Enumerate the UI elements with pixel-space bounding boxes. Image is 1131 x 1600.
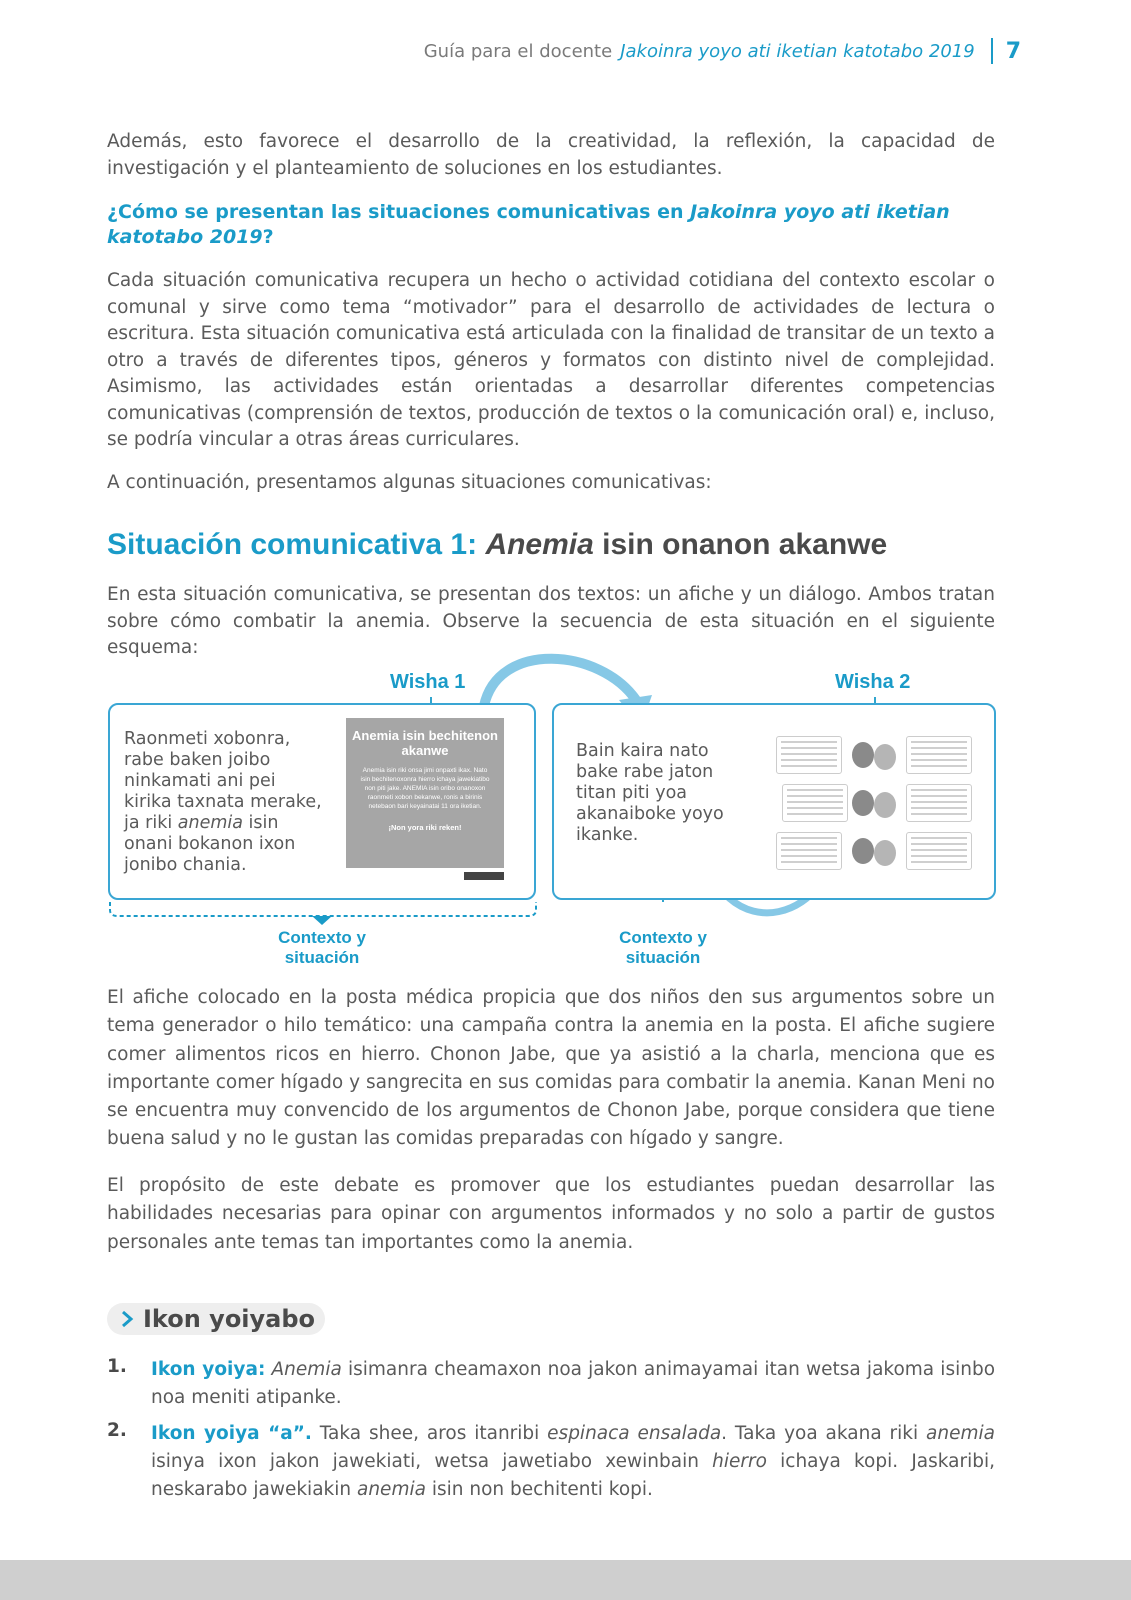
- context-label-1-line2: situación: [284, 948, 360, 967]
- context-bracket: [110, 902, 536, 916]
- paragraph-section: En esta situación comunicativa, se presentan dos textos: un afiche y un diálogo. Ambos tratan sobre cómo combatir la anemia. Observe la secuencia de esta situación en el siguiente esquema:: [107, 584, 995, 658]
- anemia-poster: [346, 718, 504, 868]
- box2-text: Bain kaira nato bake rabe jaton titan piti yoa akanaiboke yoyo ikanke.: [576, 741, 724, 845]
- dialogue-bubble: [906, 832, 972, 870]
- list-item-label: Ikon yoiya “a”.: [151, 1423, 312, 1444]
- list-item-number: 1.: [107, 1356, 127, 1377]
- context-label-2-line1: Contexto y: [619, 928, 707, 947]
- child-figure: [852, 838, 874, 864]
- section-title-lead: Situación comunicativa 1:: [107, 528, 486, 561]
- list-item: [151, 1420, 995, 1504]
- context-label-2-line2: situación: [625, 948, 701, 967]
- dialogue-bubble: [782, 784, 848, 822]
- paragraph-afiche: El afiche colocado en la posta médica propicia que dos niños den sus argumentos sobre un tema generador o hilo temático: una campaña contra la anemia en la posta. El afiche sugiere comer alimentos ricos en hierro. Chonon Jabe, que ya asistió a la charla, menciona que es importante comer hígado y sangrecita en sus comidas para combatir la anemia. Kanan Meni no se encuentra muy convencido de los argumentos de Chonon Jabe, porque considera que tiene buena salud y no le gustan las comidas preparadas con hígado y sangre.: [107, 987, 995, 1150]
- question-part2: ?: [262, 226, 274, 248]
- dialogue-bubble: [906, 736, 972, 774]
- header-book-title: Jakoinra yoyo ati iketian katotabo 2019: [620, 40, 975, 62]
- poster-footer: ¡Non yora riki reken!: [388, 823, 462, 832]
- poster-logo: [464, 872, 504, 880]
- curved-arrow-top: [484, 659, 636, 706]
- context-label-1-line1: Contexto y: [278, 928, 366, 947]
- intro-paragraph: Además, esto favorece el desarrollo de la creatividad, la reflexión, la capacidad de investigación y el planteamiento de soluciones en los estudiantes.: [107, 131, 995, 179]
- list-item: [151, 1356, 995, 1412]
- dialogue-bubble: [776, 832, 842, 870]
- page-footer-band: [0, 1560, 1131, 1600]
- list-item-number: 2.: [107, 1420, 127, 1441]
- paragraph-proposito: El propósito de este debate es promover que los estudiantes puedan desarrollar las habilidades necesarias para opinar con argumentos informados y no solo a partir de gustos personales ante temas tan importantes como la anemia.: [107, 1175, 995, 1253]
- box1-text-b: isin onani bokanon ixon jonibo chania.: [124, 813, 296, 875]
- ikon-section-title: Ikon yoiyabo: [143, 1305, 316, 1333]
- box1-text-italic: anemia: [177, 813, 243, 833]
- context-bracket-pointer: [312, 916, 332, 925]
- list-item-text: Taka shee, aros itanribi: [311, 1423, 548, 1444]
- poster-title: Anemia isin bechitenon akanwe: [352, 728, 498, 758]
- list-item-italic: espinaca ensalada: [547, 1423, 722, 1444]
- list-item-text: ichaya kopi. Jaskaribi, neskarabo jawekiakin: [151, 1451, 995, 1500]
- child-figure: [874, 840, 896, 866]
- section-title-italic: Anemia: [485, 528, 594, 561]
- list-item-text: isinya ixon jakon jawekiati, wetsa jawetiabo xewinbain: [151, 1451, 713, 1472]
- list-item-text: isin non bechitenti kopi.: [425, 1479, 653, 1500]
- context-label-1: [242, 928, 402, 968]
- box1-text-a: Raonmeti xobonra, rabe baken joibo ninkamati ani pei kirika taxnata merake, ja riki: [124, 729, 322, 833]
- paragraph-situation: Cada situación comunicativa recupera un hecho o actividad cotidiana del contexto escolar o comunal y sirve como tema “motivador” para el desarrollo de actividades de lectura o escritura. Esta situación comunicativa está articulada con la finalidad de transitar de un texto a otro a través de diferentes tipos, géneros y formatos con distinto nivel de complejidad. Asimismo, las actividades están orientadas a desarrollar diferentes competencias comunicativas (comprensión de textos, producción de textos o la comunicación oral) e, incluso, se podría vincular a otras áreas curriculares.: [107, 270, 995, 450]
- paragraph-continuacion: A continuación, presentamos algunas situaciones comunicativas:: [107, 472, 712, 493]
- header-guide-label: Guía para el docente: [423, 40, 613, 62]
- section-title-rest: isin onanon akanwe: [593, 528, 888, 561]
- list-item-italic: anemia: [357, 1479, 426, 1500]
- list-item-text: isimanra cheamaxon noa jakon animayamai itan wetsa jakoma isinbo noa meniti atipanke.: [151, 1359, 996, 1408]
- list-item-italic: hierro: [712, 1451, 767, 1472]
- poster-body: Anemia isin riki onsa jimi onpaxti ikax. Nato isin bechitenoxonra hierro ichaya jawekiatibo non piti jake. ANEMIA isin oribo onanoxon raonmeti xobon bekanwe, ronis a birinis netebaon bari keyainatai 11 ora iketian.: [360, 767, 490, 810]
- question-book-title: Jakoinra yoyo ati iketian katotabo 2019: [107, 201, 950, 248]
- list-item-text: . Taka yoa akana riki: [721, 1423, 927, 1444]
- chevron-right-icon: [119, 1309, 135, 1329]
- page-number: 7: [1005, 38, 1021, 64]
- wisha2-label: Wisha 2: [835, 671, 911, 693]
- wisha1-label: Wisha 1: [390, 671, 466, 693]
- question-part1: ¿Cómo se presentan las situaciones comunicativas en: [107, 201, 691, 223]
- list-item-italic: anemia: [926, 1423, 995, 1444]
- list-item-label: Ikon yoiya:: [151, 1359, 266, 1380]
- child-figure: [852, 742, 874, 768]
- box1-text: [124, 729, 324, 876]
- child-figure: [874, 792, 896, 818]
- dialogue-bubble: [776, 736, 842, 774]
- context-label-2: [583, 928, 743, 968]
- list-item-italic: Anemia: [271, 1359, 342, 1380]
- child-figure: [874, 744, 896, 770]
- dialogue-bubble: [906, 784, 972, 822]
- child-figure: [852, 790, 874, 816]
